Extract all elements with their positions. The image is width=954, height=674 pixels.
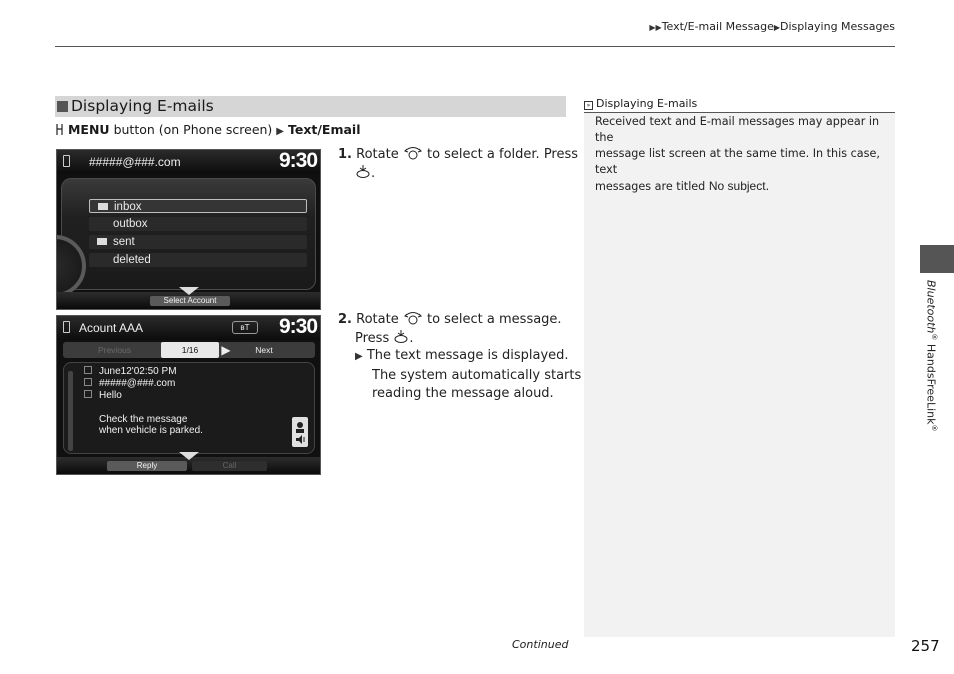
navigation-path [55,122,361,137]
screen-folder-list [56,149,321,310]
no-subject-label: No subject [708,179,766,193]
screen-bottom-bar [57,292,320,309]
status-icons [84,366,92,402]
interface-dial-press-icon [355,164,371,179]
arrow-right-icon: ▶ [355,351,363,362]
folder-panel [61,178,316,290]
clock: 9:30 [278,315,317,338]
reference-icon: » [584,101,593,110]
home-button-icon [55,123,64,136]
step-number: 1. [338,147,352,162]
chevron-down-icon [179,452,199,460]
result-line-3: reading the message aloud. [372,386,554,401]
step-1 [338,145,578,183]
bluetooth-signal-icon [232,321,258,334]
sidebar-heading-text[interactable]: Displaying E-mails [596,97,698,110]
clock: 9:30 [278,149,317,172]
chapter-label-product: HandsFreeLink [924,343,938,425]
registered-mark: ® [930,424,938,432]
bt-status-label: ʙT [240,323,250,332]
checkbox-icon [84,366,92,374]
message-date: June12'02:50 PM [99,366,177,377]
result-line-1: The text message is displayed. [366,348,569,363]
phone-icon [63,155,70,167]
voice-speaker-icons[interactable] [292,417,308,447]
step-text: . [371,166,376,181]
step-text: to select a folder. Press [426,147,579,162]
scrollbar[interactable] [68,371,73,451]
breadcrumb [649,20,895,33]
screen-status-bar [57,316,320,340]
step-number: 2. [338,312,352,327]
message-nav-bar [63,342,315,358]
message-body-line-2: when vehicle is parked. [99,425,203,436]
interface-dial-rotate-icon [403,311,423,325]
sidebar-heading [584,95,895,113]
folder-label: inbox [114,201,142,213]
sidebar-line: message list screen at the same time. In this case, text [595,147,880,176]
section-square-icon [57,101,68,112]
step-2 [338,310,562,348]
screen-message-view [56,315,321,475]
sidebar-line: Received text and E-mail messages may appear in the [595,115,880,144]
next-message-button[interactable]: Next [255,345,273,355]
chapter-tab[interactable] [920,245,954,273]
sidebar-body [595,114,890,195]
reply-button[interactable]: Reply [107,461,187,471]
checkbox-icon [84,378,92,386]
sidebar-line: . [765,180,770,193]
envelope-icon [97,238,107,245]
folder-item-deleted[interactable] [89,253,307,267]
checkbox-icon [84,390,92,398]
step-text: . [409,331,414,346]
envelope-icon [98,203,108,210]
message-body-line-1: Check the message [99,414,188,425]
account-name: #####@###.com [89,155,181,169]
select-account-button[interactable]: Select Account [150,296,230,306]
page-number: 257 [911,637,940,655]
account-name: Acount AAA [79,321,144,335]
step-text: Press [355,331,390,346]
chapter-label-brand: Bluetooth [924,280,938,334]
step-text: to select a message. [426,312,562,327]
folder-label: sent [113,236,135,248]
folder-item-inbox[interactable] [89,199,307,213]
double-arrow-icon: ▶▶ [649,23,662,32]
screen-status-bar [57,150,320,174]
result-line-2: The system automatically starts [372,367,582,383]
message-subject: Hello [99,390,122,401]
phone-icon [63,321,70,333]
breadcrumb-item-displaying-messages[interactable]: Displaying Messages [780,20,895,33]
previous-message-button[interactable]: Previous [97,345,132,355]
step-text: Rotate [356,147,399,162]
interface-dial-press-icon [393,329,409,344]
folder-item-sent[interactable] [89,235,307,249]
sidebar-line: messages are titled [595,180,706,193]
chapter-label [926,280,940,440]
message-counter: 1/16 [161,342,219,358]
step-text: Rotate [356,312,399,327]
step-2-result [355,347,581,404]
nav-path-target: Text/Email [287,122,361,137]
dial-decoration [56,235,86,297]
header-divider [55,46,895,47]
folder-label: deleted [113,254,151,266]
section-title [55,96,566,117]
arrow-right-icon: ▶ [276,126,284,137]
folder-item-outbox[interactable] [89,217,307,231]
interface-dial-rotate-icon [403,146,423,160]
chevron-down-icon [179,287,199,295]
speaker-icon [292,417,308,447]
continued-label: Continued [512,638,569,651]
message-sender: #####@###.com [99,378,176,389]
section-title-text: Displaying E-mails [71,97,214,115]
breadcrumb-item-text-email[interactable]: Text/E-mail Message [661,20,774,33]
registered-mark: ® [930,333,938,341]
nav-path-middle: button (on Phone screen) [113,122,273,137]
screen-bottom-bar [57,457,320,474]
arrow-right-icon: ▶ [221,343,231,357]
folder-label: outbox [113,218,148,230]
arrow-right-icon: ▶ [773,23,780,32]
sidebar-note [584,95,895,637]
menu-button-label: MENU [67,122,110,137]
call-button[interactable]: Call [192,461,267,471]
message-panel [63,362,315,454]
